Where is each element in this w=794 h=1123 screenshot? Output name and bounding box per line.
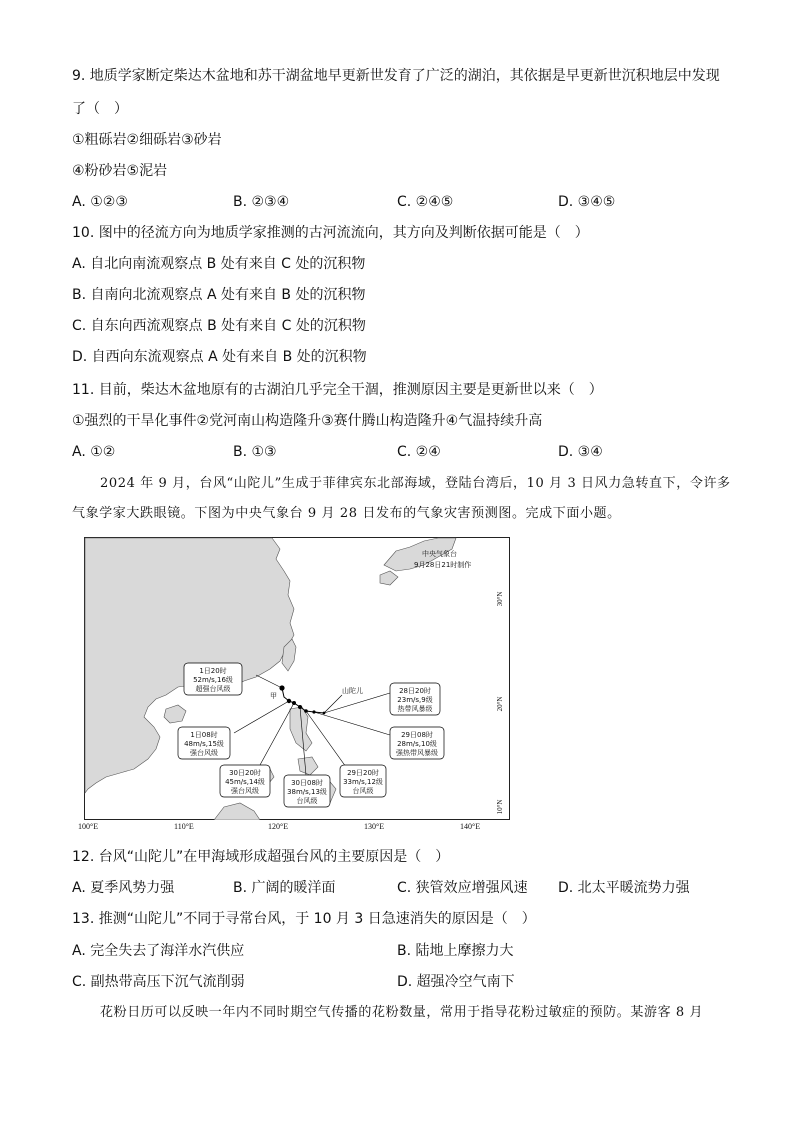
track-point-7 [323,712,326,715]
q9-items-line1: ①粗砾岩②细砾岩③砂岩 [72,132,222,148]
info-box-5-speed: 33m/s,12级 [343,778,383,786]
info-box-1 [184,663,242,695]
passage1-line1: 2024 年 9 月，台风“山陀儿”生成于菲律宾东北部海域，登陆台湾后，10 月 3 日风力急转直下，令许多 [100,476,731,491]
info-box-1-level: 超强台风级 [195,685,231,693]
q9-option-a: A. ①②③ [72,194,128,210]
point-jia-label: 甲 [270,692,277,700]
info-box-3-time: 30日20时 [229,769,261,777]
q10-option-c: C. 自东向西流观察点 B 处有来自 C 处的沉积物 [72,318,366,334]
info-box-6 [390,683,440,715]
track-point-3 [292,701,296,705]
lon-tick-140e: 140°E [460,822,481,831]
q11-option-d: D. ③④ [558,444,603,460]
info-box-7-time: 29日08时 [401,731,433,739]
track-point-5 [304,709,308,713]
info-box-2-speed: 48m/s,15级 [184,740,224,748]
passage1-line2: 气象学家大跌眼镜。下图为中央气象台 9 月 28 日发布的气象灾害预测图。完成下面小题。 [72,506,621,521]
q11-stem: 11. 目前，柴达木盆地原有的古湖泊几乎完全干涸，推测原因主要是更新世以来（ ） [72,382,603,398]
lat-tick-10n: 10°N [496,799,504,815]
track-point-4 [298,705,302,709]
q10-option-d: D. 自西向东流观察点 A 处有来自 B 处的沉积物 [72,349,367,365]
map-svg [84,537,510,820]
track-point-1 [279,685,284,690]
q9-stem-line1: 9. 地质学家断定柴达木盆地和苏干湖盆地早更新世发育了广泛的湖泊，其依据是早更新世沉积地层中发现 [72,68,720,84]
q12-option-d: D. 北太平暖流势力强 [558,880,690,896]
q11-items: ①强烈的干旱化事件②党河南山构造隆升③赛什腾山构造隆升④气温持续升高 [72,413,543,429]
info-box-4-level: 台风级 [296,797,318,805]
q10-option-a: A. 自北向南流观察点 B 处有来自 C 处的沉积物 [72,256,366,272]
info-box-3 [220,765,270,797]
q12-option-b: B. 广阔的暖洋面 [233,880,336,896]
info-box-2-level: 强台风级 [190,749,218,757]
info-box-1-time: 1日20时 [199,667,227,675]
q12-option-c: C. 狭管效应增强风速 [397,880,528,896]
info-box-4-speed: 38m/s,13级 [287,788,327,796]
info-box-6-speed: 23m/s,9级 [397,696,433,704]
q13-option-b: B. 陆地上摩擦力大 [397,943,514,959]
track-point-6 [312,710,315,713]
lon-tick-120e: 120°E [268,822,289,831]
info-box-6-time: 28日20时 [399,687,431,695]
q10-stem: 10. 图中的径流方向为地质学家推测的古河流流向，其方向及判断依据可能是（ ） [72,225,589,241]
q12-stem: 12. 台风“山陀儿”在甲海域形成超强台风的主要原因是（ ） [72,849,450,865]
info-box-1-speed: 52m/s,16级 [193,676,233,684]
track-point-2 [287,699,291,703]
q11-option-c: C. ②④ [397,444,441,460]
q11-option-b: B. ①③ [233,444,277,460]
typhoon-name-label: 山陀儿 [342,687,363,695]
q9-option-d: D. ③④⑤ [558,194,616,210]
q13-option-a: A. 完全失去了海洋水汽供应 [72,943,245,959]
lat-tick-30n: 30°N [496,591,504,607]
info-box-4-time: 30日08时 [291,779,323,787]
map-issuer: 中央气象台 [422,550,457,558]
info-box-3-level: 强台风级 [231,787,259,795]
info-box-4 [284,775,330,807]
info-box-5 [340,765,386,797]
info-box-7 [390,727,444,759]
q13-option-d: D. 超强冷空气南下 [397,974,515,990]
info-box-3-speed: 45m/s,14级 [225,778,265,786]
info-box-2 [178,727,230,759]
q10-option-b: B. 自南向北流观察点 A 处有来自 B 处的沉积物 [72,287,366,303]
q13-stem: 13. 推测“山陀儿”不同于寻常台风，于 10 月 3 日急速消失的原因是（ ） [72,911,536,927]
q9-option-b: B. ②③④ [233,194,290,210]
typhoon-forecast-map [84,537,510,820]
map-issue-time: 9月28日21时制作 [414,561,472,569]
info-box-2-time: 1日08时 [190,731,218,739]
q9-items-line2: ④粉砂岩⑤泥岩 [72,163,168,179]
q13-option-c: C. 副热带高压下沉气流削弱 [72,974,245,990]
q9-stem-line2: 了（ ） [72,101,128,117]
info-box-5-time: 29日20时 [347,769,379,777]
q12-option-a: A. 夏季风势力强 [72,880,175,896]
lon-tick-110e: 110°E [174,822,194,831]
info-box-7-level: 强热带风暴级 [396,749,438,757]
info-box-6-level: 热带风暴级 [397,705,433,713]
lon-tick-130e: 130°E [364,822,385,831]
passage2-line1: 花粉日历可以反映一年内不同时期空气传播的花粉数量，常用于指导花粉过敏症的预防。某游客 8 月 [100,1005,704,1020]
lat-tick-20n: 20°N [496,696,504,712]
info-box-7-speed: 28m/s,10级 [397,740,437,748]
q9-option-c: C. ②④⑤ [397,194,454,210]
lon-tick-100e: 100°E [78,822,99,831]
info-box-5-level: 台风级 [352,787,374,795]
q11-option-a: A. ①② [72,444,116,460]
